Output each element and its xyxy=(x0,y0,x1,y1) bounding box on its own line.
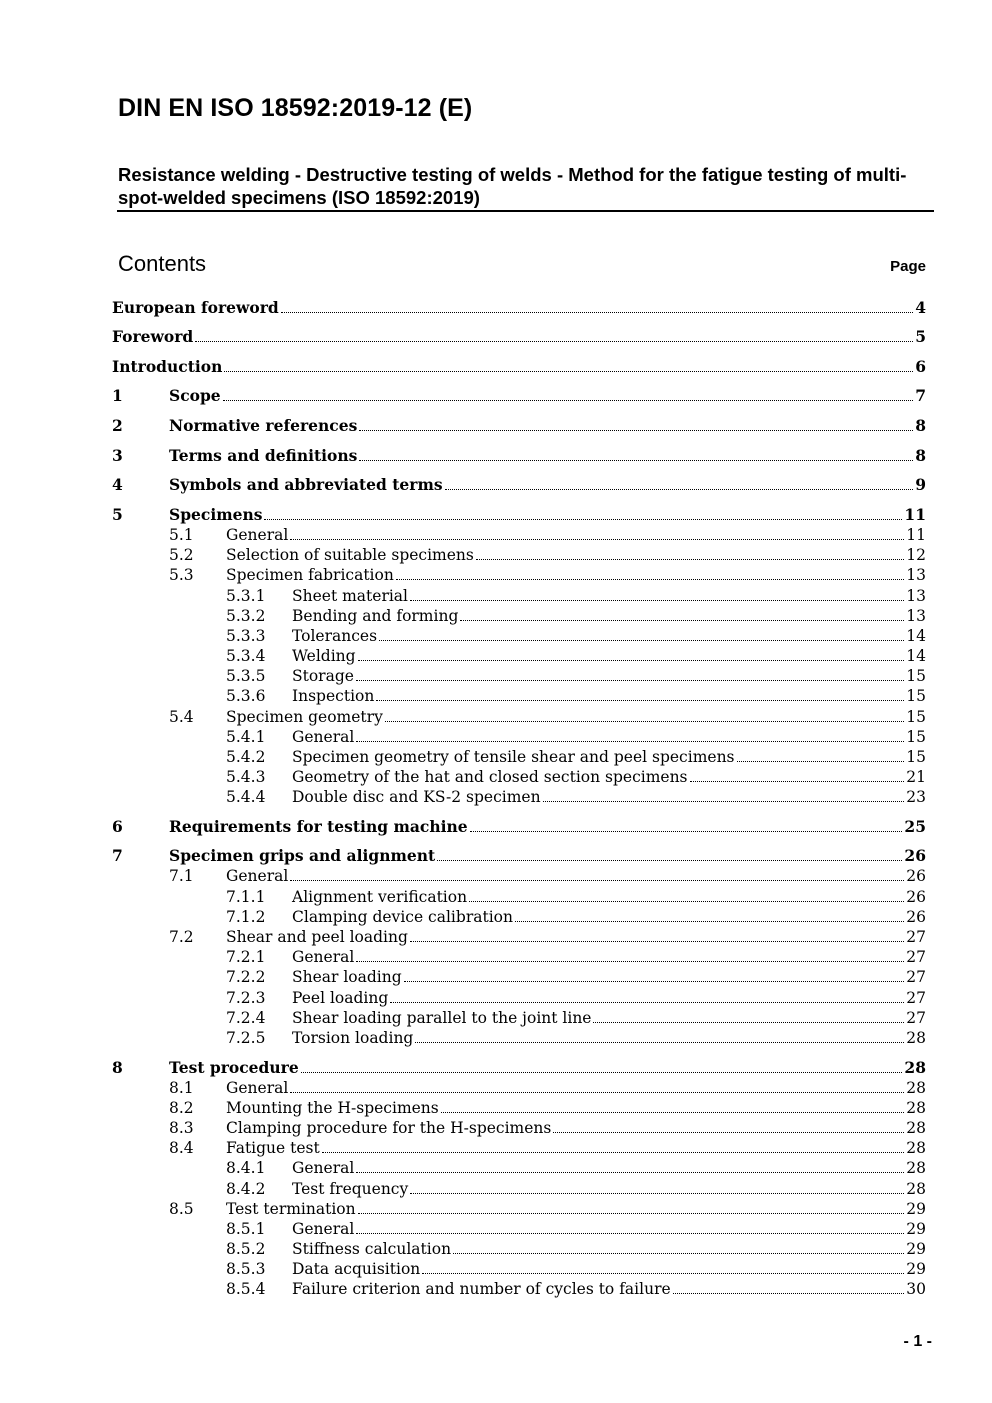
toc-entry-number: 8.3 xyxy=(169,1119,194,1137)
toc-entry-page: 14 xyxy=(906,647,926,665)
toc-entry-title: Test procedure xyxy=(169,1058,299,1077)
toc-entry-body xyxy=(226,1138,926,1158)
toc-dot-leader xyxy=(690,781,905,782)
toc-entry-body xyxy=(169,416,926,436)
toc-entry-body xyxy=(292,1219,926,1239)
toc-entry-body xyxy=(292,967,926,987)
toc-entry-title: Specimen geometry xyxy=(226,708,383,726)
toc-entry-body xyxy=(169,505,926,525)
toc-entry-page: 28 xyxy=(906,1099,926,1117)
toc-entry-title: General xyxy=(226,1079,289,1097)
toc-entry-page: 29 xyxy=(906,1200,926,1218)
toc-entry-number: 4 xyxy=(112,475,123,494)
toc-dot-leader xyxy=(445,489,914,490)
toc-entry[interactable] xyxy=(0,1008,992,1028)
toc-entry-number: 6 xyxy=(112,817,123,836)
toc-entry-number: 8.5.3 xyxy=(226,1260,266,1278)
toc-entry[interactable] xyxy=(0,327,992,347)
toc-entry-title: Tolerances xyxy=(292,627,378,645)
toc-dot-leader xyxy=(224,371,913,372)
toc-entry-body xyxy=(292,686,926,706)
toc-entry-page: 27 xyxy=(906,989,926,1007)
toc-dot-leader xyxy=(359,460,913,461)
toc-entry-body xyxy=(169,446,926,466)
toc-entry-body xyxy=(292,887,926,907)
toc-entry-body xyxy=(292,1158,926,1178)
toc-dot-leader xyxy=(469,901,904,902)
toc-entry-title: Clamping device calibration xyxy=(292,908,513,926)
toc-entry-body xyxy=(226,1078,926,1098)
toc-dot-leader xyxy=(301,1072,903,1073)
toc-entry[interactable] xyxy=(0,505,992,525)
toc-entry-number: 5.3.2 xyxy=(226,607,266,625)
toc-entry-page: 26 xyxy=(906,888,926,906)
toc-dot-leader xyxy=(404,981,905,982)
toc-entry-number: 5.3.6 xyxy=(226,687,266,705)
toc-entry-title: Clamping procedure for the H-specimens xyxy=(226,1119,552,1137)
toc-dot-leader xyxy=(264,519,902,520)
toc-entry-number: 5.3.3 xyxy=(226,627,266,645)
toc-entry-number: 5.3 xyxy=(169,566,194,584)
toc-entry-number: 5.4.1 xyxy=(226,728,266,746)
toc-entry-title: Specimen fabrication xyxy=(226,566,394,584)
toc-entry-page: 5 xyxy=(915,327,926,346)
toc-entry-page: 25 xyxy=(904,817,926,836)
toc-entry-body xyxy=(226,707,926,727)
toc-dot-leader xyxy=(673,1293,905,1294)
toc-entry-body xyxy=(292,666,926,686)
toc-entry-body xyxy=(292,646,926,666)
toc-entry-page: 28 xyxy=(906,1119,926,1137)
toc-entry-body xyxy=(292,626,926,646)
toc-entry-title: Inspection xyxy=(292,687,375,705)
toc-entry-title: Failure criterion and number of cycles to failure xyxy=(292,1280,671,1298)
toc-entry-number: 7 xyxy=(112,846,123,865)
page-column-heading: Page xyxy=(890,258,926,275)
toc-entry[interactable] xyxy=(0,666,992,686)
toc-dot-leader xyxy=(737,761,905,762)
toc-entry-body xyxy=(169,846,926,866)
toc-entry-page: 26 xyxy=(906,867,926,885)
toc-dot-leader xyxy=(470,831,903,832)
toc-entry[interactable] xyxy=(0,707,992,727)
toc-entry-number: 8.5.2 xyxy=(226,1240,266,1258)
toc-entry[interactable] xyxy=(0,887,992,907)
toc-entry-title: Foreword xyxy=(112,327,194,346)
contents-heading: Contents xyxy=(118,251,207,276)
toc-entry-page: 29 xyxy=(906,1240,926,1258)
toc-entry-page: 21 xyxy=(906,768,926,786)
toc-entry[interactable] xyxy=(0,357,992,377)
toc-entry[interactable] xyxy=(0,1259,992,1279)
toc-entry-body xyxy=(226,565,926,585)
toc-dot-leader xyxy=(543,801,905,802)
toc-entry[interactable] xyxy=(0,817,992,837)
toc-entry-body xyxy=(112,357,926,377)
toc-dot-leader xyxy=(410,600,904,601)
toc-entry[interactable] xyxy=(0,545,992,565)
toc-dot-leader xyxy=(415,1042,904,1043)
toc-entry[interactable] xyxy=(0,626,992,646)
toc-entry[interactable] xyxy=(0,947,992,967)
toc-entry-number: 5.4.4 xyxy=(226,788,266,806)
toc-entry-number: 1 xyxy=(112,386,123,405)
toc-dot-leader xyxy=(359,430,913,431)
toc-entry-number: 5.4 xyxy=(169,708,194,726)
toc-entry[interactable] xyxy=(0,1158,992,1178)
toc-entry-number: 7.2 xyxy=(169,928,194,946)
toc-entry-page: 27 xyxy=(906,928,926,946)
toc-dot-leader xyxy=(437,860,902,861)
toc-dot-leader xyxy=(290,880,904,881)
toc-entry-body xyxy=(226,866,926,886)
toc-entry-page: 29 xyxy=(906,1220,926,1238)
toc-entry-title: General xyxy=(226,867,289,885)
toc-entry-body xyxy=(292,947,926,967)
toc-entry-body xyxy=(292,787,926,807)
toc-entry-body xyxy=(292,606,926,626)
toc-entry-number: 7.2.3 xyxy=(226,989,266,1007)
toc-entry-body xyxy=(226,525,926,545)
toc-dot-leader xyxy=(290,539,904,540)
toc-entry-body xyxy=(292,747,926,767)
toc-entry-body xyxy=(169,475,926,495)
toc-entry-title: Normative references xyxy=(169,416,358,435)
toc-entry-number: 7.1.2 xyxy=(226,908,266,926)
toc-entry-number: 5.1 xyxy=(169,526,194,544)
toc-entry[interactable] xyxy=(0,586,992,606)
toc-entry[interactable] xyxy=(0,1219,992,1239)
toc-entry[interactable] xyxy=(0,1239,992,1259)
toc-entry[interactable] xyxy=(0,606,992,626)
toc-dot-leader xyxy=(441,1112,905,1113)
toc-entry-page: 28 xyxy=(906,1139,926,1157)
document-subtitle: Resistance welding - Destructive testing of welds - Method for the fatigue testing of multi-spot-welded specimens (ISO 18592:2019) xyxy=(118,164,907,208)
toc-entry-number: 8.5.4 xyxy=(226,1280,266,1298)
toc-entry-number: 7.2.1 xyxy=(226,948,266,966)
toc-entry-title: Scope xyxy=(169,386,221,405)
toc-entry-title: Specimens xyxy=(169,505,263,524)
toc-dot-leader xyxy=(476,559,904,560)
toc-entry-page: 7 xyxy=(915,386,926,405)
toc-entry-page: 6 xyxy=(915,357,926,376)
toc-dot-leader xyxy=(593,1022,904,1023)
toc-entry[interactable] xyxy=(0,866,992,886)
toc-dot-leader xyxy=(356,1233,904,1234)
toc-entry-title: General xyxy=(292,1220,355,1238)
toc-dot-leader xyxy=(356,741,904,742)
toc-entry-number: 7.2.2 xyxy=(226,968,266,986)
toc-entry-body xyxy=(292,1179,926,1199)
toc-dot-leader xyxy=(356,680,904,681)
toc-dot-leader xyxy=(223,400,914,401)
toc-entry-title: General xyxy=(292,728,355,746)
toc-entry-body xyxy=(292,988,926,1008)
toc-entry-page: 11 xyxy=(906,526,926,544)
toc-entry-number: 8.1 xyxy=(169,1079,194,1097)
toc-entry-title: Mounting the H-specimens xyxy=(226,1099,439,1117)
toc-entry-page: 28 xyxy=(906,1079,926,1097)
toc-entry-page: 27 xyxy=(906,948,926,966)
toc-entry-number: 5.4.2 xyxy=(226,748,266,766)
toc-entry-body xyxy=(226,545,926,565)
toc-entry[interactable] xyxy=(0,416,992,436)
toc-entry[interactable] xyxy=(0,1179,992,1199)
toc-entry-body xyxy=(226,1118,926,1138)
toc-entry[interactable] xyxy=(0,747,992,767)
toc-entry-title: Stiffness calculation xyxy=(292,1240,452,1258)
toc-entry-body xyxy=(292,1239,926,1259)
toc-dot-leader xyxy=(422,1273,904,1274)
toc-entry-number: 5.3.1 xyxy=(226,587,266,605)
toc-entry-title: Selection of suitable specimens xyxy=(226,546,474,564)
toc-entry-body xyxy=(292,586,926,606)
toc-entry[interactable] xyxy=(0,525,992,545)
toc-dot-leader xyxy=(410,941,904,942)
toc-entry-body xyxy=(226,927,926,947)
toc-dot-leader xyxy=(356,961,904,962)
toc-entry-title: Sheet material xyxy=(292,587,409,605)
toc-dot-leader xyxy=(281,312,913,313)
toc-entry[interactable] xyxy=(0,727,992,747)
toc-entry-body xyxy=(292,727,926,747)
toc-entry-page: 15 xyxy=(906,728,926,746)
toc-entry-page: 28 xyxy=(906,1180,926,1198)
toc-entry-title: Test termination xyxy=(226,1200,356,1218)
toc-entry-body xyxy=(226,1199,926,1219)
toc-entry-title: Test frequency xyxy=(292,1180,409,1198)
toc-entry-page: 26 xyxy=(906,908,926,926)
toc-entry-body xyxy=(292,767,926,787)
toc-entry-page: 15 xyxy=(906,667,926,685)
toc-entry-number: 5.2 xyxy=(169,546,194,564)
toc-entry-page: 12 xyxy=(906,546,926,564)
toc-dot-leader xyxy=(376,700,904,701)
toc-entry-page: 26 xyxy=(904,846,926,865)
toc-entry-body xyxy=(169,817,926,837)
toc-entry-body xyxy=(292,1279,926,1299)
toc-entry-title: General xyxy=(292,1159,355,1177)
toc-entry[interactable] xyxy=(0,1118,992,1138)
toc-dot-leader xyxy=(356,1172,904,1173)
toc-entry-title: Specimen geometry of tensile shear and peel specimens xyxy=(292,748,735,766)
toc-entry-page: 15 xyxy=(906,687,926,705)
toc-entry-title: Storage xyxy=(292,667,354,685)
toc-entry-page: 15 xyxy=(906,748,926,766)
toc-entry-number: 7.1.1 xyxy=(226,888,266,906)
toc-entry[interactable] xyxy=(0,988,992,1008)
toc-entry-title: Terms and definitions xyxy=(169,446,358,465)
toc-entry[interactable] xyxy=(0,298,992,318)
toc-entry[interactable] xyxy=(0,475,992,495)
toc-dot-leader xyxy=(453,1253,904,1254)
toc-entry-title: Symbols and abbreviated terms xyxy=(169,475,443,494)
toc-entry[interactable] xyxy=(0,1138,992,1158)
document-id: DIN EN ISO 18592:2019-12 (E) xyxy=(118,94,473,122)
toc-entry-page: 30 xyxy=(906,1280,926,1298)
toc-entry-title: Alignment verification xyxy=(292,888,468,906)
toc-entry-title: Data acquisition xyxy=(292,1260,421,1278)
toc-entry-number: 5.4.3 xyxy=(226,768,266,786)
toc-entry-title: Introduction xyxy=(112,357,223,376)
toc-entry-body xyxy=(226,1098,926,1118)
toc-entry[interactable] xyxy=(0,967,992,987)
toc-entry-page: 13 xyxy=(906,587,926,605)
toc-entry[interactable] xyxy=(0,565,992,585)
toc-entry-body xyxy=(292,1008,926,1028)
toc-entry[interactable] xyxy=(0,927,992,947)
toc-entry[interactable] xyxy=(0,1078,992,1098)
toc-entry-body xyxy=(169,1058,926,1078)
toc-entry[interactable] xyxy=(0,1028,992,1048)
toc-entry[interactable] xyxy=(0,1098,992,1118)
toc-entry-body xyxy=(292,1028,926,1048)
toc-entry-page: 11 xyxy=(904,505,926,524)
toc-entry-number: 5.3.5 xyxy=(226,667,266,685)
toc-entry-number: 5.3.4 xyxy=(226,647,266,665)
toc-entry-title: Geometry of the hat and closed section specimens xyxy=(292,768,688,786)
toc-dot-leader xyxy=(385,721,904,722)
toc-entry[interactable] xyxy=(0,787,992,807)
toc-entry-page: 4 xyxy=(915,298,926,317)
toc-entry[interactable] xyxy=(0,767,992,787)
toc-entry-title: Shear loading xyxy=(292,968,402,986)
toc-entry[interactable] xyxy=(0,1199,992,1219)
toc-entry-number: 8.4.1 xyxy=(226,1159,266,1177)
page-number-footer: - 1 - xyxy=(903,1333,932,1350)
toc-entry-body xyxy=(292,1259,926,1279)
toc-dot-leader xyxy=(390,1002,904,1003)
toc-entry[interactable] xyxy=(0,846,992,866)
toc-dot-leader xyxy=(322,1152,905,1153)
toc-entry-title: European foreword xyxy=(112,298,279,317)
toc-entry[interactable] xyxy=(0,646,992,666)
toc-entry-body xyxy=(169,386,926,406)
toc-entry[interactable] xyxy=(0,1058,992,1078)
toc-entry-title: Shear and peel loading xyxy=(226,928,408,946)
toc-entry-page: 8 xyxy=(915,416,926,435)
toc-dot-leader xyxy=(195,341,913,342)
toc-dot-leader xyxy=(460,620,904,621)
toc-entry-title: Welding xyxy=(292,647,356,665)
toc-entry[interactable] xyxy=(0,1279,992,1299)
toc-entry-page: 9 xyxy=(915,475,926,494)
toc-entry-number: 8.4 xyxy=(169,1139,194,1157)
toc-entry-number: 8.2 xyxy=(169,1099,194,1117)
toc-entry-title: Torsion loading xyxy=(292,1029,414,1047)
toc-entry-number: 7.2.4 xyxy=(226,1009,266,1027)
toc-entry-number: 7.1 xyxy=(169,867,194,885)
toc-entry-number: 8.4.2 xyxy=(226,1180,266,1198)
toc-entry-title: General xyxy=(292,948,355,966)
toc-entry-number: 8.5 xyxy=(169,1200,194,1218)
toc-entry-body xyxy=(112,298,926,318)
toc-entry[interactable] xyxy=(0,686,992,706)
toc-dot-leader xyxy=(358,660,905,661)
toc-entry-title: Shear loading parallel to the joint line xyxy=(292,1009,592,1027)
toc-entry-body xyxy=(292,907,926,927)
toc-entry-body xyxy=(112,327,926,347)
toc-entry-page: 28 xyxy=(906,1159,926,1177)
toc-dot-leader xyxy=(396,579,904,580)
toc-entry-number: 2 xyxy=(112,416,123,435)
toc-entry-number: 8 xyxy=(112,1058,123,1077)
toc-dot-leader xyxy=(358,1213,905,1214)
toc-entry-title: Bending and forming xyxy=(292,607,459,625)
toc-dot-leader xyxy=(410,1193,904,1194)
toc-entry-title: Double disc and KS-2 specimen xyxy=(292,788,541,806)
toc-entry-page: 29 xyxy=(906,1260,926,1278)
toc-entry-number: 5 xyxy=(112,505,123,524)
toc-entry-page: 15 xyxy=(906,708,926,726)
toc-entry-page: 27 xyxy=(906,968,926,986)
toc-dot-leader xyxy=(515,921,904,922)
toc-dot-leader xyxy=(553,1132,904,1133)
toc-entry[interactable] xyxy=(0,386,992,406)
toc-entry-title: Peel loading xyxy=(292,989,389,1007)
toc-dot-leader xyxy=(290,1092,904,1093)
toc-entry-page: 27 xyxy=(906,1009,926,1027)
toc-entry-number: 7.2.5 xyxy=(226,1029,266,1047)
toc-entry-title: Requirements for testing machine xyxy=(169,817,468,836)
toc-entry-number: 8.5.1 xyxy=(226,1220,266,1238)
title-divider xyxy=(117,210,934,212)
toc-dot-leader xyxy=(379,640,904,641)
toc-entry[interactable] xyxy=(0,907,992,927)
toc-entry-page: 8 xyxy=(915,446,926,465)
toc-entry-page: 28 xyxy=(906,1029,926,1047)
toc-entry-title: Specimen grips and alignment xyxy=(169,846,436,865)
toc-entry-title: General xyxy=(226,526,289,544)
toc-entry-page: 14 xyxy=(906,627,926,645)
toc-entry-title: Fatigue test xyxy=(226,1139,320,1157)
toc-entry-page: 13 xyxy=(906,607,926,625)
toc-entry-page: 13 xyxy=(906,566,926,584)
toc-entry-page: 23 xyxy=(906,788,926,806)
toc-entry[interactable] xyxy=(0,446,992,466)
toc-entry-number: 3 xyxy=(112,446,123,465)
toc-entry-page: 28 xyxy=(904,1058,926,1077)
